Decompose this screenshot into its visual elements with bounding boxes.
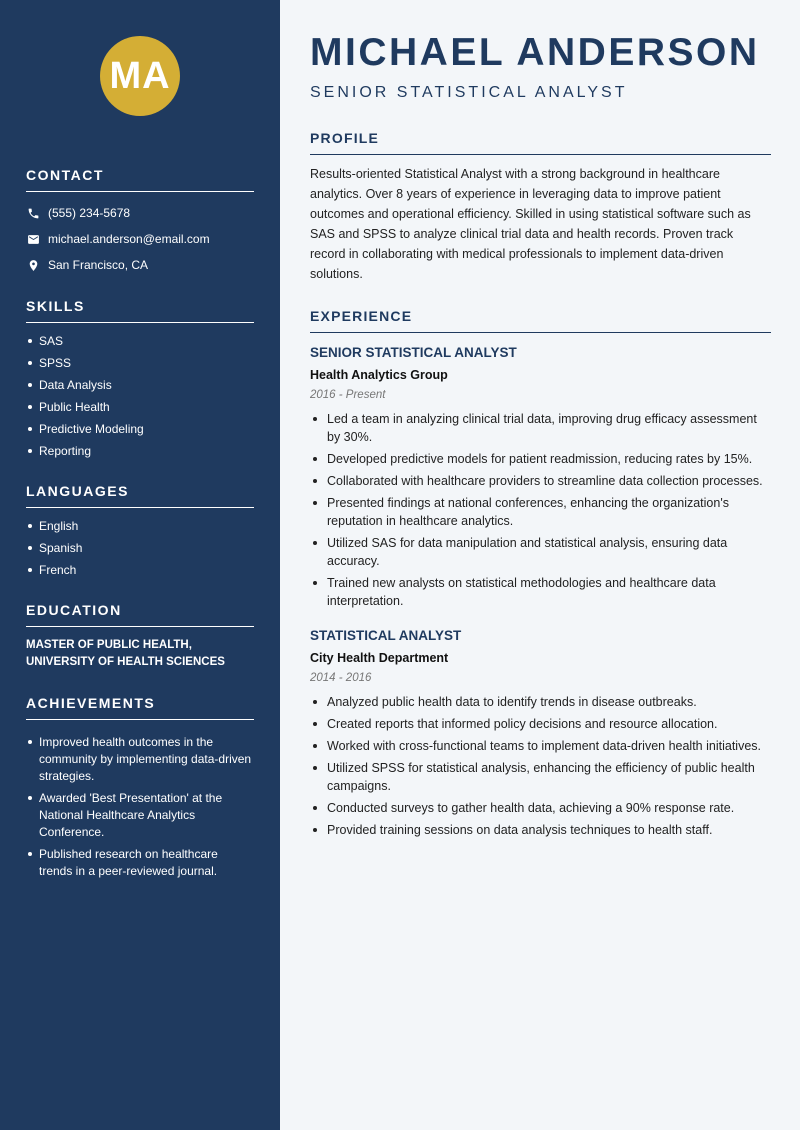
- job-bullet: Provided training sessions on data analysis techniques to health staff.: [310, 821, 771, 839]
- contact-phone: [26, 204, 254, 222]
- job-company: City Health Department: [310, 651, 449, 665]
- avatar: MA: [100, 36, 180, 116]
- achievements-section: [26, 695, 254, 880]
- location-text: San Francisco, CA: [48, 258, 149, 272]
- skill-item: Reporting: [26, 443, 254, 459]
- skill-item: Predictive Modeling: [26, 421, 254, 437]
- languages-list: [26, 518, 254, 578]
- email-icon: [26, 232, 40, 246]
- job-dates: 2014 - 2016: [310, 672, 372, 684]
- languages-section: [26, 483, 254, 578]
- language-item: English: [26, 518, 254, 534]
- job-bullet: Worked with cross-functional teams to implement data-driven health initiatives.: [310, 737, 771, 755]
- phone-text[interactable]: (555) 234-5678: [48, 206, 131, 220]
- contact-list: [26, 204, 254, 274]
- education-line-2: UNIVERSITY OF HEALTH SCIENCES: [26, 656, 225, 668]
- skills-list: [26, 333, 254, 459]
- main-content: [280, 0, 800, 1130]
- education-degree: [26, 637, 254, 671]
- skill-item: Public Health: [26, 399, 254, 415]
- location-pin-icon: [26, 258, 40, 272]
- phone-icon: [26, 206, 40, 220]
- job-entry: [310, 628, 771, 839]
- job-dates: 2016 - Present: [310, 389, 386, 401]
- achievement-item: Improved health outcomes in the community by implementing data-driven strategies.: [26, 734, 254, 785]
- experience-heading: EXPERIENCE: [310, 308, 771, 333]
- achievement-item: Published research on healthcare trends in a peer-reviewed journal.: [26, 846, 254, 880]
- language-item: Spanish: [26, 540, 254, 556]
- job-title: STATISTICAL ANALYST: [310, 628, 462, 643]
- job-bullet: Conducted surveys to gather health data, achieving a 90% response rate.: [310, 799, 771, 817]
- contact-heading: CONTACT: [26, 167, 254, 192]
- education-section: [26, 602, 254, 671]
- job-bullet: Led a team in analyzing clinical trial data, improving drug efficacy assessment by 30%.: [310, 410, 771, 446]
- job-entry: [310, 345, 771, 610]
- job-bullet: Utilized SAS for data manipulation and statistical analysis, ensuring data accuracy.: [310, 534, 771, 570]
- email-text[interactable]: michael.anderson@email.com: [48, 232, 210, 246]
- job-bullet: Presented findings at national conferences, enhancing the organization's reputation in healthcare analytics.: [310, 494, 771, 530]
- job-title-header: SENIOR STATISTICAL ANALYST: [310, 84, 628, 101]
- job-bullet: Collaborated with healthcare providers to streamline data collection processes.: [310, 472, 771, 490]
- languages-heading: LANGUAGES: [26, 483, 254, 508]
- experience-section: [310, 308, 771, 839]
- contact-section: [26, 167, 254, 274]
- job-bullet: Developed predictive models for patient readmission, reducing rates by 15%.: [310, 450, 771, 468]
- job-bullets: [310, 410, 771, 610]
- contact-email: [26, 230, 254, 248]
- job-bullet: Utilized SPSS for statistical analysis, enhancing the efficiency of public health campaigns.: [310, 759, 771, 795]
- skills-section: [26, 298, 254, 459]
- job-bullet: Created reports that informed policy decisions and resource allocation.: [310, 715, 771, 733]
- language-item: French: [26, 562, 254, 578]
- job-title: SENIOR STATISTICAL ANALYST: [310, 345, 517, 360]
- education-line-1: MASTER OF PUBLIC HEALTH,: [26, 639, 192, 651]
- achievement-item: Awarded 'Best Presentation' at the National Healthcare Analytics Conference.: [26, 790, 254, 841]
- contact-location: [26, 256, 254, 274]
- job-bullets: [310, 693, 771, 839]
- job-bullet: Trained new analysts on statistical methodologies and healthcare data interpretation.: [310, 574, 771, 610]
- education-heading: EDUCATION: [26, 602, 254, 627]
- job-bullet: Analyzed public health data to identify trends in disease outbreaks.: [310, 693, 771, 711]
- profile-heading: PROFILE: [310, 130, 771, 155]
- skills-heading: SKILLS: [26, 298, 254, 323]
- sidebar: [0, 0, 280, 1130]
- profile-text: Results-oriented Statistical Analyst with a strong background in healthcare analytics. Over 8 years of experience in leveraging data to improve patient outcomes and operational efficiency. Skilled in using statistical software such as SAS and SPSS to analyze clinical trial data and health records. Proven track record in collaborating with medical professionals to implement data-driven solutions.: [310, 167, 751, 281]
- skill-item: Data Analysis: [26, 377, 254, 393]
- profile-section: [310, 130, 771, 284]
- candidate-name: MICHAEL ANDERSON: [310, 31, 760, 74]
- achievements-heading: ACHIEVEMENTS: [26, 695, 254, 720]
- skill-item: SAS: [26, 333, 254, 349]
- skill-item: SPSS: [26, 355, 254, 371]
- achievements-list: [26, 734, 254, 880]
- job-company: Health Analytics Group: [310, 368, 448, 382]
